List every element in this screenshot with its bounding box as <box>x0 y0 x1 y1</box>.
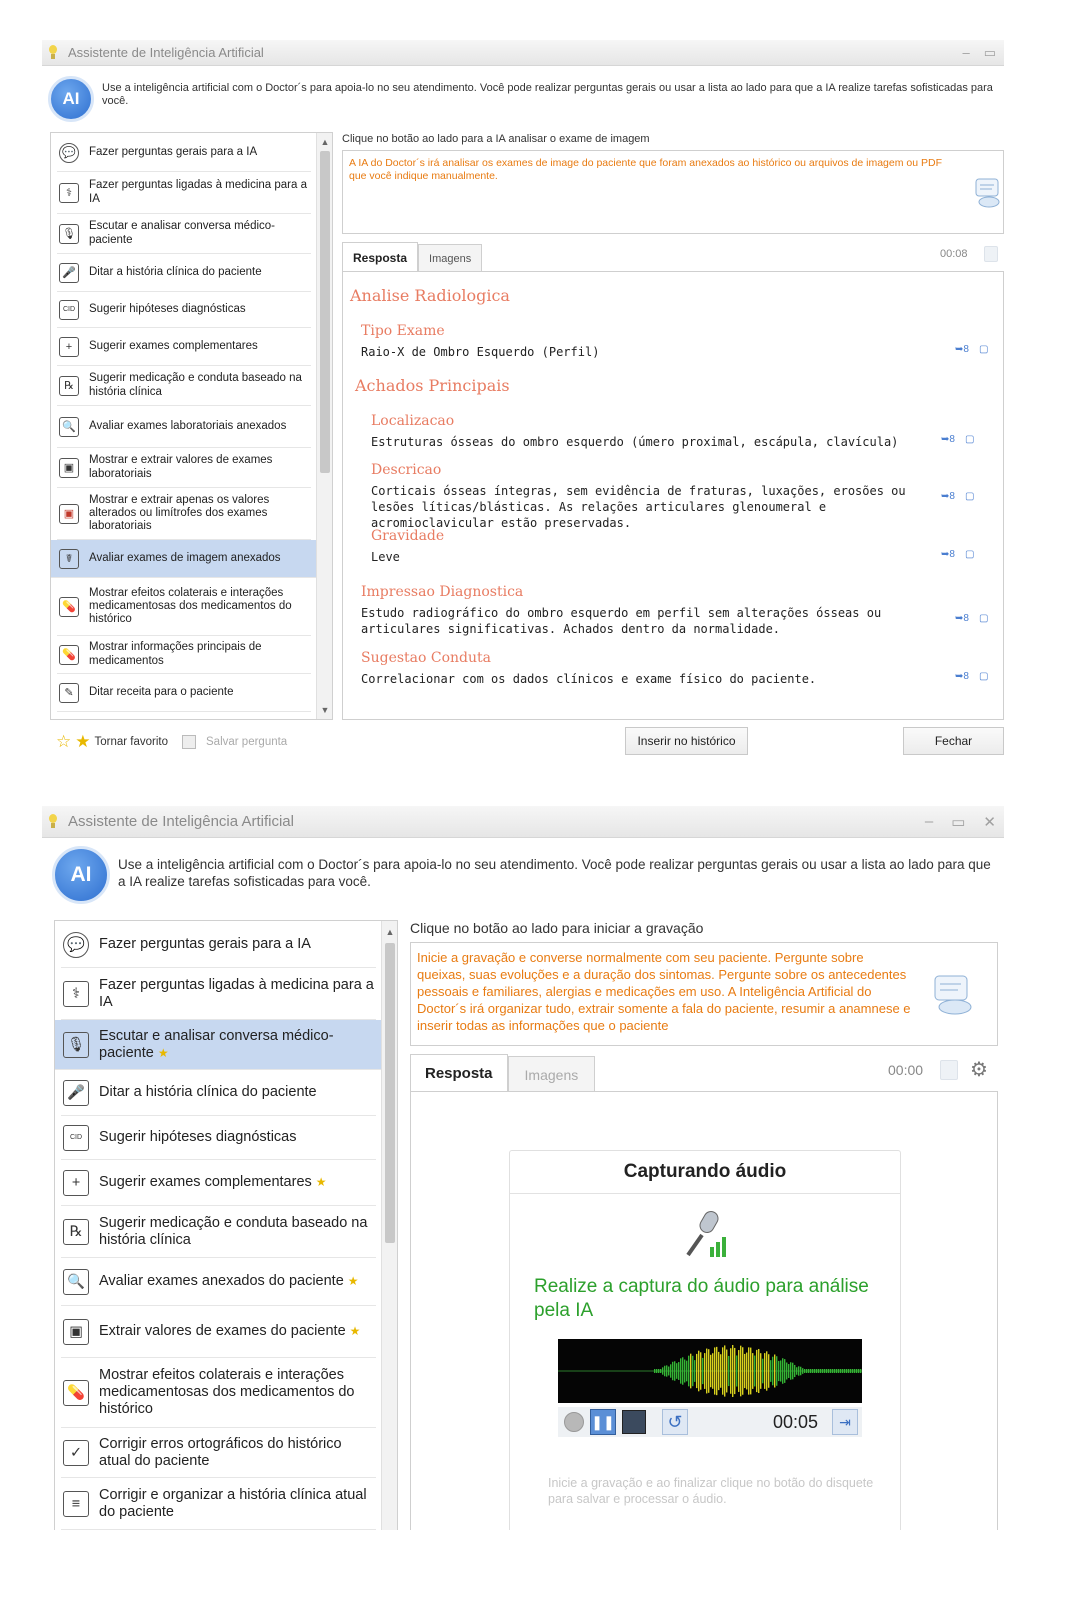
gravidade-label: Gravidade <box>371 528 445 544</box>
waveform-bar <box>658 1369 659 1373</box>
descricao-value: Corticais ósseas íntegras, sem evidência de fraturas, luxações, erosões ou lesões líticas/blásticas. As relações articulares glenoumeral e acromioclavicular estão preservadas. <box>371 484 906 530</box>
scroll-up-icon[interactable]: ▲ <box>385 927 395 937</box>
waveform-bar <box>732 1345 733 1397</box>
sugestao-label: Sugestao Conduta <box>361 650 491 666</box>
waveform-bar <box>792 1363 793 1380</box>
waveform-bar <box>790 1362 791 1379</box>
waveform-bar <box>822 1369 823 1373</box>
lightbulb-icon <box>46 44 60 62</box>
waveform-bar <box>856 1369 857 1373</box>
lightbulb-icon <box>46 813 60 831</box>
capture-title: Capturando áudio <box>510 1151 900 1194</box>
magnifier-document-icon: 🔍 <box>59 417 79 437</box>
waveform-bar <box>756 1350 757 1392</box>
minimize-icon[interactable]: – <box>924 812 934 830</box>
waveform-bar <box>736 1355 737 1386</box>
waveform-bar <box>706 1349 707 1394</box>
image-exam-icon: ☤ <box>59 549 79 569</box>
minimize-icon[interactable]: – <box>962 44 970 60</box>
spellcheck-document-icon: ✓ <box>63 1440 89 1466</box>
record-button-icon[interactable] <box>929 973 975 1017</box>
description-text: A IA do Doctor´s irá analisar os exames de image do paciente que foram anexados ao histórico ou arquivos de imagem ou PDF que você indique manualmente. <box>349 157 942 182</box>
task-item[interactable] <box>57 406 311 448</box>
waveform-bar <box>824 1369 825 1373</box>
favorite-star-icon[interactable]: ★ <box>315 1175 327 1190</box>
microphone-icon: 🎤 <box>63 1080 89 1106</box>
intro <box>48 76 1002 122</box>
task-item-label: Sugerir exames complementares ★ <box>99 1174 327 1191</box>
task-item[interactable] <box>57 214 311 254</box>
ai-logo: AI <box>52 846 110 904</box>
task-list-scrollbar[interactable] <box>316 133 332 719</box>
waveform-bar <box>702 1358 703 1384</box>
recorder-controls <box>558 1407 862 1437</box>
insert-history-button[interactable]: Inserir no histórico <box>625 727 748 755</box>
microphone-chat-icon: 🎙 <box>63 1032 89 1058</box>
waveform-bar <box>834 1369 835 1373</box>
waveform-bar <box>656 1369 657 1373</box>
waveform-bar <box>750 1348 751 1395</box>
waveform-bar <box>682 1357 683 1384</box>
maximize-icon[interactable]: ▭ <box>983 44 996 60</box>
description-box <box>342 150 1004 234</box>
favorite-star-icon[interactable]: ★ <box>157 1045 169 1060</box>
task-item[interactable] <box>51 540 317 578</box>
organize-document-icon: ≡ <box>63 1491 89 1517</box>
waveform-bar <box>654 1369 655 1373</box>
waveform-bar <box>800 1367 801 1376</box>
achados-label: Achados Principais <box>355 376 510 395</box>
task-item-label: Fazer perguntas ligadas à medicina para a IA <box>89 179 307 205</box>
task-item-label: Fazer perguntas ligadas à medicina para a IA <box>99 976 374 1010</box>
copy-icon[interactable] <box>940 1060 958 1080</box>
waveform-bar <box>784 1359 785 1383</box>
waveform-bar <box>696 1354 697 1388</box>
waveform-bar <box>758 1349 759 1393</box>
response-content <box>410 1091 998 1530</box>
waveform-bar <box>730 1348 731 1394</box>
pause-icon[interactable]: ❚❚ <box>590 1409 616 1435</box>
waveform-bar <box>860 1369 861 1373</box>
waveform-bar <box>760 1353 761 1389</box>
waveform-bar <box>804 1369 805 1373</box>
share-icon[interactable]: ➥8 <box>941 434 955 445</box>
row-actions <box>955 671 988 682</box>
waveform-bar <box>808 1369 809 1373</box>
waveform-bar <box>708 1349 709 1393</box>
share-icon[interactable]: ➥8 <box>941 491 955 502</box>
waveform-bar <box>690 1354 691 1389</box>
task-item[interactable] <box>57 636 311 674</box>
save-question-button[interactable]: Salvar pergunta <box>206 736 288 748</box>
response-content <box>342 271 1004 720</box>
caduceus-icon: ⚕ <box>59 183 79 203</box>
task-item[interactable] <box>61 1428 376 1478</box>
waveform-bar <box>660 1369 661 1373</box>
row-actions <box>955 613 988 624</box>
task-item-label: Ditar a história clínica do paciente <box>89 265 262 278</box>
microphone-icon: 🎤 <box>59 263 79 283</box>
waveform-bar <box>770 1360 771 1382</box>
waveform-bar <box>762 1359 763 1384</box>
task-item[interactable] <box>61 1070 376 1116</box>
elapsed-timer: 00:00 <box>888 1062 924 1078</box>
row-actions <box>941 491 974 502</box>
waveform-bar <box>826 1369 827 1373</box>
localizacao-value: Estruturas ósseas do ombro esquerdo (úmero proximal, escápula, clavícula) <box>371 435 899 449</box>
waveform-bar <box>776 1356 777 1386</box>
waveform-bar <box>746 1353 747 1390</box>
prescription-pen-icon: ✎ <box>59 683 79 703</box>
task-item[interactable] <box>57 172 311 214</box>
waveform-bar <box>722 1347 723 1394</box>
waveform-bar <box>734 1348 735 1394</box>
waveform-bar <box>782 1358 783 1384</box>
waveform-bar <box>772 1357 773 1386</box>
waveform-bar <box>672 1362 673 1380</box>
task-item-label: Sugerir exames complementares <box>89 339 258 352</box>
waveform-bar <box>832 1369 833 1373</box>
waveform-bar <box>668 1367 669 1376</box>
share-icon[interactable]: ➥8 <box>941 549 955 560</box>
favorite-star-icon[interactable]: ★ <box>347 1274 359 1289</box>
extract-document-icon: ▣ <box>63 1319 89 1345</box>
microphone-chat-icon: 🎙 <box>59 224 79 244</box>
waveform-bar <box>726 1350 727 1393</box>
waveform-bar <box>848 1369 849 1373</box>
copy-icon[interactable]: ▢ <box>964 434 975 445</box>
share-icon[interactable]: ➥8 <box>955 671 969 682</box>
waveform-bar <box>688 1356 689 1387</box>
gravidade-value: Leve <box>371 550 400 564</box>
waveform-bar <box>838 1369 839 1373</box>
waveform-bar <box>664 1366 665 1377</box>
task-item[interactable] <box>61 1258 376 1306</box>
save-disk-icon[interactable] <box>622 1410 646 1434</box>
waveform-bar <box>778 1361 779 1381</box>
ai-logo: AI <box>48 76 94 122</box>
waveform-bar <box>830 1369 831 1373</box>
maximize-icon[interactable]: ▭ <box>951 813 966 831</box>
task-item-label: Mostrar e extrair valores de exames laboratoriais <box>89 454 273 480</box>
capture-hint: Inicie a gravação e ao finalizar clique no botão do disquete para salvar e processar o áudio. <box>548 1476 874 1506</box>
undo-icon[interactable]: ↺ <box>662 1409 688 1435</box>
waveform-bar <box>716 1347 717 1395</box>
waveform-bar <box>720 1354 721 1388</box>
share-icon[interactable]: ➥8 <box>955 344 969 355</box>
waveform-bar <box>748 1347 749 1394</box>
waveform-bar <box>844 1369 845 1373</box>
scroll-thumb[interactable] <box>320 151 330 473</box>
task-item[interactable] <box>57 254 311 292</box>
waveform-bar <box>684 1360 685 1383</box>
ai-assistant-window-top <box>42 40 1004 765</box>
task-item-label: Mostrar efeitos colaterais e interações medicamentosas dos medicamentos do histórico <box>89 586 292 626</box>
task-item-label: Mostrar efeitos colaterais e interações medicamentosas dos medicamentos do histórico <box>99 1367 355 1417</box>
audio-capture-card <box>509 1150 901 1530</box>
task-item[interactable] <box>57 292 311 328</box>
waveform-bar <box>740 1346 741 1397</box>
star-icon[interactable]: ☆ <box>56 732 72 751</box>
row-actions <box>955 344 988 355</box>
task-item[interactable] <box>61 1116 376 1160</box>
waveform-bar <box>836 1369 837 1373</box>
window-title: Assistente de Inteligência Artificial <box>68 813 294 830</box>
favorite-star-icon[interactable]: ★ <box>349 1324 361 1339</box>
recording-time: 00:05 <box>772 1411 818 1432</box>
tab-resposta[interactable]: Resposta <box>342 242 418 272</box>
pill-info-icon: 💊 <box>59 645 79 665</box>
waveform-bar <box>704 1353 705 1389</box>
row-actions <box>941 549 974 560</box>
task-item-label: Fazer perguntas gerais para a IA <box>89 145 258 158</box>
scroll-thumb[interactable] <box>385 943 395 1243</box>
chat-bubble-icon: 💬 <box>63 932 89 958</box>
tipo-exame-label: Tipo Exame <box>361 323 445 339</box>
task-item[interactable] <box>57 578 311 636</box>
task-item[interactable] <box>61 1206 376 1258</box>
waveform-bar <box>712 1353 713 1389</box>
task-item-label: Sugerir medicação e conduta baseado na história clínica <box>89 372 302 398</box>
task-item[interactable] <box>57 328 311 366</box>
task-item[interactable] <box>61 1478 376 1530</box>
waveform-bar <box>802 1368 803 1374</box>
microphone-signal-icon <box>682 1209 732 1264</box>
waveform-bar <box>852 1369 853 1373</box>
ai-assistant-window-bottom <box>42 806 1004 1530</box>
waveform-bar <box>812 1369 813 1373</box>
waveform-bar <box>738 1350 739 1392</box>
task-item-label: Ditar receita para o paciente <box>89 685 234 698</box>
waveform-bar <box>798 1366 799 1375</box>
intro-text: Use a inteligência artificial com o Doctor´s para apoia-lo no seu atendimento. Você pode realizar perguntas gerais ou usar a lista ao lado para que a IA realize tarefas sofisticadas para você. <box>102 82 993 107</box>
descricao-label: Descricao <box>371 462 442 478</box>
save-disk-icon[interactable] <box>182 735 196 749</box>
intro-text: Use a inteligência artificial com o Doctor´s para apoia-lo no seu atendimento. Você pode realizar perguntas gerais ou usar a lista ao lado para que a IA realize tarefas sofisticadas para você. <box>118 857 991 889</box>
task-item[interactable] <box>61 1160 376 1206</box>
waveform-bar <box>680 1358 681 1383</box>
tab-resposta[interactable]: Resposta <box>410 1054 508 1092</box>
waveform-bar <box>786 1363 787 1380</box>
scroll-down-icon[interactable]: ▼ <box>320 705 330 715</box>
task-item-label: Avaliar exames de imagem anexados <box>89 551 281 564</box>
task-item-label: Ditar a história clínica do paciente <box>99 1084 317 1101</box>
title-bar <box>42 806 1004 838</box>
extract-document-icon: ▣ <box>59 458 79 478</box>
waveform-bar <box>816 1369 817 1373</box>
extract-red-document-icon: ▣ <box>59 504 79 524</box>
task-list-scrollbar[interactable] <box>381 921 397 1530</box>
waveform-bar <box>780 1360 781 1381</box>
task-item[interactable] <box>61 968 376 1020</box>
copy-icon[interactable]: ▢ <box>978 344 989 355</box>
waveform-bar <box>788 1364 789 1378</box>
waveform-bar <box>842 1369 843 1373</box>
task-item-label: Mostrar informações principais de medicamentos <box>89 641 262 667</box>
waveform-bar <box>794 1365 795 1377</box>
waveform-bar <box>774 1354 775 1387</box>
copy-icon[interactable]: ▢ <box>978 671 989 682</box>
waveform-bar <box>670 1364 671 1377</box>
task-item-label: Escutar e analisar conversa médico-paciente ★ <box>99 1027 334 1061</box>
share-icon[interactable]: ➥8 <box>955 613 969 624</box>
magnifier-document-icon: 🔍 <box>63 1269 89 1295</box>
plus-document-icon: + <box>59 337 79 357</box>
waveform-bar <box>814 1369 815 1373</box>
window-title: Assistente de Inteligência Artificial <box>68 45 264 60</box>
waveform-bar <box>764 1353 765 1389</box>
task-item[interactable] <box>57 366 311 406</box>
task-item[interactable] <box>55 1020 382 1070</box>
task-item-label: Sugerir hipóteses diagnósticas <box>99 1129 297 1146</box>
waveform-bar <box>846 1369 847 1373</box>
panel-heading: Clique no botão ao lado para a IA analisar o exame de imagem <box>342 133 650 145</box>
waveform-bar <box>820 1369 821 1373</box>
task-item[interactable] <box>61 1306 376 1358</box>
task-list-panel <box>50 132 333 720</box>
plus-document-icon: + <box>63 1170 89 1196</box>
scroll-up-icon[interactable]: ▲ <box>320 137 330 147</box>
capture-message: Realize a captura do áudio para análise pela IA <box>534 1276 869 1321</box>
pill-list-icon: 💊 <box>63 1380 89 1406</box>
analysis-title: Analise Radiologica <box>350 286 510 305</box>
favorite-button[interactable]: Tornar favorito <box>94 736 169 748</box>
waveform-bar <box>710 1355 711 1387</box>
task-item[interactable] <box>57 674 311 712</box>
waveform-bar <box>858 1369 859 1373</box>
prescription-icon: ℞ <box>63 1219 89 1245</box>
task-item-label: Avaliar exames laboratoriais anexados <box>89 419 287 432</box>
waveform-bar <box>698 1351 699 1392</box>
description-text: Inicie a gravação e converse normalmente com seu paciente. Pergunte sobre queixas, suas evoluções e a duração dos sintomas. Pergunte sobre os antecedentes pessoais e familiares, alergias e medicações em uso. A Inteligência Artificial do Doctor´s irá organizar tudo, extrair somente a fala do paciente, resumir a anamnese e inserir todas as informações que o paciente <box>417 950 911 1033</box>
task-list-panel <box>54 920 398 1530</box>
waveform-bar <box>840 1369 841 1373</box>
task-item[interactable] <box>57 448 311 488</box>
waveform-bar <box>714 1347 715 1394</box>
task-item-label: Extrair valores de exames do paciente ★ <box>99 1323 361 1340</box>
waveform-bar <box>854 1369 855 1373</box>
cid-document-icon: CID <box>59 300 79 320</box>
impressao-label: Impressao Diagnostica <box>361 584 524 600</box>
task-item[interactable] <box>61 922 376 968</box>
task-item-label: Corrigir e organizar a história clínica atual do paciente <box>99 1486 367 1520</box>
row-actions <box>941 434 974 445</box>
chat-bubble-icon: 💬 <box>59 143 79 163</box>
waveform-bar <box>724 1345 725 1396</box>
record-icon[interactable] <box>564 1412 584 1432</box>
tipo-exame-value: Raio-X de Ombro Esquerdo (Perfil) <box>361 345 600 359</box>
waveform-bar <box>728 1356 729 1386</box>
task-item-label: Escutar e analisar conversa médico-paciente <box>89 220 275 246</box>
task-item-label: Mostrar e extrair apenas os valores alterados ou limítrofes dos exames laboratoriais <box>89 493 270 533</box>
waveform-bar <box>700 1352 701 1389</box>
task-item[interactable] <box>57 134 311 172</box>
tab-imagens[interactable]: Imagens <box>508 1056 596 1092</box>
task-item-label: Sugerir medicação e conduta baseado na história clínica <box>99 1214 368 1248</box>
analyze-button-icon[interactable] <box>973 177 1001 209</box>
title-bar <box>42 40 1004 66</box>
task-item-label: Fazer perguntas gerais para a IA <box>99 936 311 953</box>
waveform-bar <box>742 1347 743 1395</box>
copy-icon[interactable] <box>984 246 998 262</box>
waveform-bar <box>850 1369 851 1373</box>
tab-imagens[interactable]: Imagens <box>418 244 482 272</box>
waveform-bar <box>796 1367 797 1375</box>
waveform-bar <box>676 1363 677 1379</box>
task-item-label: Corrigir erros ortográficos do histórico atual do paciente <box>99 1435 342 1469</box>
caduceus-icon: ⚕ <box>63 981 89 1007</box>
pill-list-icon: 💊 <box>59 597 79 617</box>
waveform-bar <box>674 1361 675 1380</box>
response-tabs <box>410 1054 595 1092</box>
task-item[interactable] <box>57 488 311 540</box>
waveform-bar <box>766 1351 767 1390</box>
bottom-toolbar <box>56 732 287 752</box>
sugestao-value: Correlacionar com os dados clínicos e exame físico do paciente. <box>361 672 817 686</box>
prescription-icon: ℞ <box>59 376 79 396</box>
waveform-bar <box>744 1354 745 1388</box>
intro <box>52 846 998 904</box>
waveform-bar <box>692 1356 693 1386</box>
waveform-bar <box>752 1353 753 1389</box>
waveform-bar <box>754 1356 755 1387</box>
waveform-bar <box>686 1361 687 1382</box>
task-item[interactable] <box>61 1358 376 1428</box>
waveform-display <box>558 1339 862 1403</box>
favorite-star-icon[interactable]: ★ <box>75 732 91 751</box>
copy-icon[interactable]: ▢ <box>978 613 989 624</box>
description-box <box>410 942 998 1046</box>
waveform-bar <box>662 1367 663 1374</box>
waveform-bar <box>694 1360 695 1382</box>
elapsed-timer: 00:08 <box>940 248 968 260</box>
waveform-bar <box>666 1365 667 1376</box>
close-button[interactable]: Fechar <box>903 727 1004 755</box>
waveform-bar <box>810 1369 811 1373</box>
close-icon[interactable]: ✕ <box>983 813 996 831</box>
localizacao-label: Localizacao <box>371 413 455 429</box>
cid-document-icon: CID <box>63 1125 89 1151</box>
waveform-bar <box>828 1369 829 1373</box>
response-tabs <box>342 242 482 272</box>
waveform-bar <box>718 1352 719 1390</box>
waveform-bar <box>818 1369 819 1373</box>
task-item-label: Avaliar exames anexados do paciente ★ <box>99 1273 359 1290</box>
task-item-label: Sugerir hipóteses diagnósticas <box>89 302 246 315</box>
impressao-value: Estudo radiográfico do ombro esquerdo em perfil sem alterações ósseas ou articulares significativas. Achados dentro da normalidade. <box>361 606 882 636</box>
send-icon[interactable]: ⇥ <box>832 1409 858 1435</box>
panel-heading: Clique no botão ao lado para iniciar a gravação <box>410 920 704 936</box>
gear-icon[interactable]: ⚙ <box>970 1059 988 1081</box>
copy-icon[interactable]: ▢ <box>964 491 975 502</box>
waveform-bar <box>678 1362 679 1380</box>
waveform-bar <box>806 1369 807 1373</box>
copy-icon[interactable]: ▢ <box>964 549 975 560</box>
waveform-bar <box>768 1354 769 1388</box>
